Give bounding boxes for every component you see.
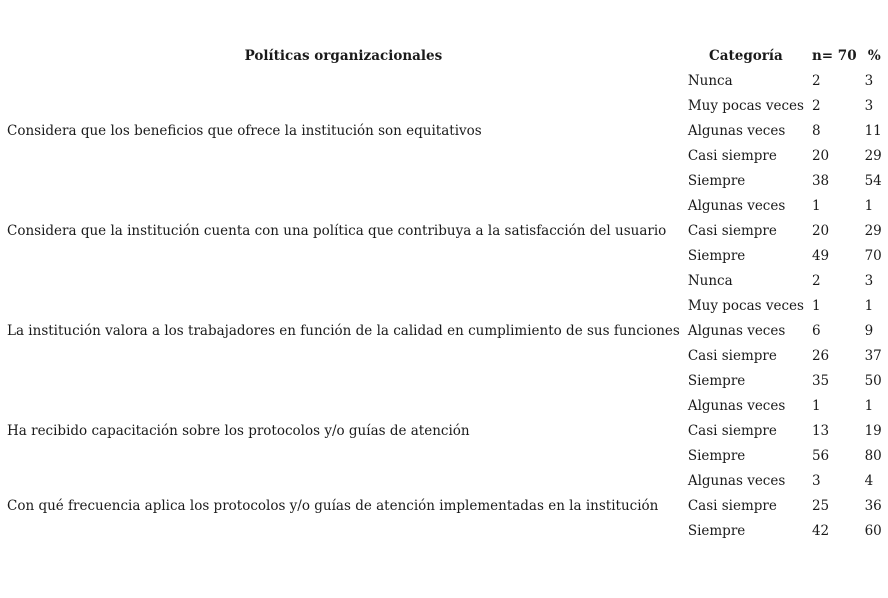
percent-cell: 36 (864, 497, 882, 514)
category-cell: Algunas veces (687, 397, 786, 414)
category-cell: Muy pocas veces (687, 97, 804, 114)
policy-cell-empty (3, 393, 684, 418)
percent-cell: 9 (864, 322, 874, 339)
table-row (3, 118, 888, 143)
table-row (3, 393, 888, 418)
header-n: n= 70 (811, 47, 857, 64)
table-row (3, 368, 888, 393)
count-cell: 20 (811, 147, 830, 164)
count-cell: 1 (811, 197, 821, 214)
table-row (3, 443, 888, 468)
count-cell: 2 (811, 72, 821, 89)
category-cell: Nunca (687, 272, 733, 289)
policy-statement: Considera que la institución cuenta con una política que contribuya a la satisfacción del usuario (7, 222, 667, 239)
percent-cell: 29 (864, 222, 882, 239)
count-cell: 25 (811, 497, 830, 514)
policy-cell-empty (3, 268, 684, 293)
percent-cell: 1 (864, 197, 874, 214)
policy-cell-empty (3, 193, 684, 218)
policy-cell-empty (3, 343, 684, 368)
header-percent: % (867, 47, 881, 64)
count-cell: 42 (811, 522, 830, 539)
policy-cell-empty (3, 168, 684, 193)
category-cell: Siempre (687, 522, 746, 539)
category-cell: Casi siempre (687, 222, 777, 239)
category-cell: Algunas veces (687, 472, 786, 489)
percent-cell: 50 (864, 372, 882, 389)
percent-cell: 19 (864, 422, 882, 439)
count-cell: 35 (811, 372, 830, 389)
policy-cell-empty (3, 468, 684, 493)
count-cell: 56 (811, 447, 830, 464)
percent-cell: 1 (864, 297, 874, 314)
percent-cell: 29 (864, 147, 882, 164)
percent-cell: 3 (864, 97, 874, 114)
count-cell: 13 (811, 422, 830, 439)
count-cell: 6 (811, 322, 821, 339)
table-row (3, 93, 888, 118)
header-category: Categoría (709, 47, 783, 64)
count-cell: 49 (811, 247, 830, 264)
table-row (3, 168, 888, 193)
policy-statement: La institución valora a los trabajadores en función de la calidad en cumplimiento de sus funciones (7, 322, 680, 339)
table-row (3, 518, 888, 543)
table-row (3, 243, 888, 268)
table-row (3, 218, 888, 243)
percent-cell: 3 (864, 272, 874, 289)
category-cell: Siempre (687, 172, 746, 189)
count-cell: 1 (811, 297, 821, 314)
count-cell: 26 (811, 347, 830, 364)
policy-cell-empty (3, 368, 684, 393)
percent-cell: 1 (864, 397, 874, 414)
percent-cell: 54 (864, 172, 882, 189)
table-row (3, 493, 888, 518)
table-row (3, 343, 888, 368)
count-cell: 8 (811, 122, 821, 139)
category-cell: Algunas veces (687, 322, 786, 339)
category-cell: Algunas veces (687, 197, 786, 214)
table-row (3, 293, 888, 318)
policy-cell-empty (3, 293, 684, 318)
table-row (3, 468, 888, 493)
table-row (3, 418, 888, 443)
percent-cell: 11 (864, 122, 882, 139)
policy-statement: Con qué frecuencia aplica los protocolos y/o guías de atención implementadas en la institución (7, 497, 659, 514)
policy-statement: Considera que los beneficios que ofrece la institución son equitativos (7, 122, 482, 139)
category-cell: Casi siempre (687, 347, 777, 364)
survey-table (3, 43, 888, 543)
percent-cell: 3 (864, 72, 874, 89)
category-cell: Siempre (687, 447, 746, 464)
percent-cell: 4 (864, 472, 874, 489)
count-cell: 38 (811, 172, 830, 189)
policy-cell-empty (3, 243, 684, 268)
policy-cell-empty (3, 93, 684, 118)
policy-cell-empty (3, 443, 684, 468)
table-row (3, 318, 888, 343)
category-cell: Nunca (687, 72, 733, 89)
table-row (3, 193, 888, 218)
count-cell: 2 (811, 272, 821, 289)
policy-statement: Ha recibido capacitación sobre los protocolos y/o guías de atención (7, 422, 470, 439)
table-header (3, 43, 888, 68)
policy-cell-empty (3, 518, 684, 543)
table-row (3, 68, 888, 93)
category-cell: Algunas veces (687, 122, 786, 139)
category-cell: Casi siempre (687, 422, 777, 439)
percent-cell: 80 (864, 447, 882, 464)
table-body (3, 68, 888, 543)
policy-cell-empty (3, 68, 684, 93)
table-row (3, 268, 888, 293)
percent-cell: 37 (864, 347, 882, 364)
table-row (3, 143, 888, 168)
percent-cell: 60 (864, 522, 882, 539)
category-cell: Muy pocas veces (687, 297, 804, 314)
count-cell: 1 (811, 397, 821, 414)
policy-cell-empty (3, 143, 684, 168)
header-row (3, 43, 888, 68)
percent-cell: 70 (864, 247, 882, 264)
category-cell: Siempre (687, 372, 746, 389)
count-cell: 20 (811, 222, 830, 239)
count-cell: 2 (811, 97, 821, 114)
count-cell: 3 (811, 472, 821, 489)
category-cell: Casi siempre (687, 147, 777, 164)
category-cell: Casi siempre (687, 497, 777, 514)
category-cell: Siempre (687, 247, 746, 264)
header-policy: Políticas organizacionales (244, 47, 443, 64)
